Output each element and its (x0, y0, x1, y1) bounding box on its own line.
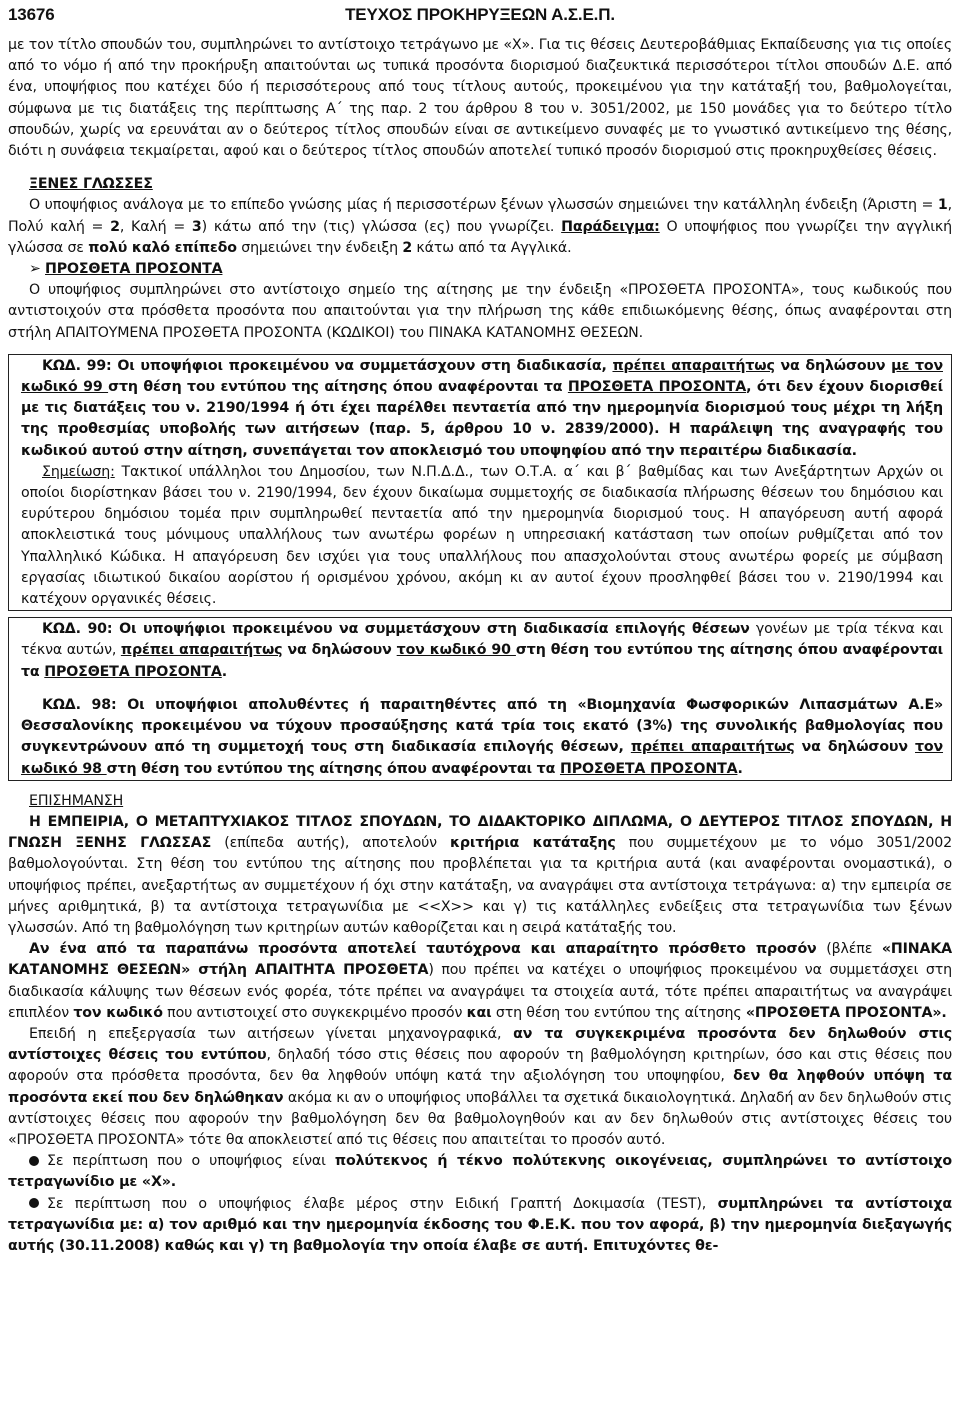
code-99-must: πρέπει απαραιτήτως (612, 357, 775, 374)
journal-title: ΤΕΥΧΟΣ ΠΡΟΚΗΡΥΞΕΩΝ Α.Σ.Ε.Π. (345, 5, 615, 24)
code-90-paragraph (21, 619, 943, 683)
code-99-paragraph (21, 356, 943, 462)
code-99-text-b: να δηλώσουν (774, 357, 892, 374)
code-99-box (8, 354, 952, 611)
languages-section (8, 174, 952, 195)
notice-p2-bold-3: τον κωδικό (73, 1004, 163, 1021)
arrow-bullet-icon: ➢ (29, 261, 41, 278)
bullet-dot-icon (29, 1198, 39, 1208)
extra-qualifications-heading-line (8, 259, 952, 280)
languages-text-1: Ο υποψήφιος ανάλογα με το επίπεδο γνώσης μίας ή περισσοτέρων ξένων γλωσσών σημειώνει την κατάλληλη ένδειξη (Άριστη = (29, 197, 938, 214)
code-98-paragraph (21, 695, 943, 780)
languages-heading: ΞΕΝΕΣ ΓΛΩΣΣΕΣ (29, 176, 153, 193)
very-good-value: 2 (110, 218, 120, 235)
code-90-must: πρέπει απαραιτήτως (120, 642, 283, 659)
code-99-text-c: στη θέση του εντύπου της αίτησης όπου αναφέρονται τα (108, 379, 568, 396)
code-98-text-a: ΚΩΔ. 98: Οι υποψήφιοι απολυθέντες ή παραιτηθέντες από τη «Βιομηχανία Φωσφορικών Λιπασμάτων Α.Ε» Θεσσαλονίκης προκειμένου να τύχουν προσαύξησης κατά τρία τοις εκατό (3%) της συνολικής βαθμολογίας που συγκεντρώνουν από τη συμμετοχή τους στη διαδικασία επιλογής θέσεων, (21, 696, 943, 756)
excellent-value: 1 (937, 197, 948, 214)
code-98-extra-link: ΠΡΟΣΘΕΤΑ ΠΡΟΣΟΝΤΑ (559, 760, 738, 777)
page-header (8, 4, 952, 30)
languages-paragraph (8, 195, 952, 259)
notice-heading: ΕΠΙΣΗΜΑΝΣΗ (29, 792, 124, 809)
notice-p2-b: ) που πρέπει να κατέχει ο υποψήφιος προκειμένου να συμμετάσχει στη διαδικασία κάλυψης των θέσεων ενός φορέα, τότε πρέπει να αναγράψει τα στοιχεία αυτά, τότε πρέπει απαραιτήτως να αναγράψει επιπλέον (8, 962, 952, 1021)
code-90-box (8, 617, 952, 780)
page-number: 13676 (8, 5, 55, 24)
page-body (8, 35, 952, 1257)
notice-p2-d: στη θέση του εντύπου της αίτησης (491, 1004, 746, 1021)
example-label: Παράδειγμα: (561, 218, 660, 235)
notice-p3-a: Επειδή η επεξεργασία των αιτήσεων γίνεται μηχανογραφικά, (29, 1025, 514, 1042)
code-98-must: πρέπει απαραιτήτως (630, 739, 795, 756)
notice-p3-bold-2: δεν θα ληφθούν υπόψη τα προσόντα εκεί που δεν δηλώθηκαν (8, 1068, 952, 1106)
code-98-text-c: στη θέση του εντύπου της αίτησης όπου αναφέρονται τα (106, 760, 560, 777)
notice-p1-a: (επίπεδα αυτής), αποτελούν (211, 835, 450, 852)
languages-text-2: , Πολύ καλή = (8, 197, 952, 235)
bullet-item-2 (8, 1194, 952, 1258)
notice-p2-bold-2: «ΠΙΝΑΚΑ ΚΑΤΑΝΟΜΗΣ ΘΕΣΕΩΝ» στήλη ΑΠΑΙΤΗΤΑ ΠΡΟΣΘΕΤΑ (8, 941, 953, 979)
bullet-2-bold: συμπληρώνει τα αντίστοιχα τετραγωνίδια με: α) τον αριθμό και την ημερομηνία έκδοσης του Φ.Ε.Κ. που τον αφορά, β) την ημερομηνία διεξαγωγής αυτής (30.11.2008) καθώς και γ) τη βαθμολογία την οποία έλαβε σε αυτή. Επιτυχόντες θε- (8, 1195, 952, 1254)
notice-p3-bold-1: αν τα συγκεκριμένα προσόντα δεν δηλωθούν στις αντίστοιχες θέσεις του εντύπου (8, 1025, 952, 1064)
notice-paragraph-2 (8, 939, 952, 1024)
notice-p1-criteria: κριτήρια κατάταξης (450, 835, 616, 852)
code-90-text-d: στη θέση του εντύπου της αίτησης όπου αναφέρονται τα (21, 642, 943, 680)
code-98-text-d: . (737, 760, 743, 777)
code-98-text-b: να δηλώσουν (794, 739, 915, 756)
extra-qualifications-heading: ΠΡΟΣΘΕΤΑ ΠΡΟΣΟΝΤΑ (45, 261, 223, 278)
notice-p2-c: που αντιστοιχεί στο συγκεκριμένο προσόν (162, 1004, 467, 1021)
notice-heading-line (8, 791, 952, 812)
languages-text-5: Ο υποψήφιος που γνωρίζει την αγγλική γλώσσα σε (8, 218, 952, 256)
languages-text-6: σημειώνει την ένδειξη (236, 239, 403, 256)
notice-p1-b: που συμμετέχουν με το νόμο 3051/2002 βαθμολογούνται. Στη θέση του εντύπου της αίτησης που προβλέπεται για τα κριτήρια αυτά (και αναφέρονται ονομαστικά), ο υποψήφιος πρέπει, ανεξαρτήτως αν συμμετέχουν ή όχι στην κατάταξη, να αναγράψει στα αντίστοιχα τετράγωνα: α) την εμπειρία σε μήνες αριθμητικά, β) τα αντίστοιχα τετραγωνίδια με <<Χ>> και γ) τις κατάλληλες ενδείξεις στα τετραγωνίδια των ξένων γλωσσών. Από τη βαθμολόγηση των κριτηρίων αυτών καθορίζεται και η σειρά κατάταξής του. (8, 835, 952, 936)
notice-paragraph-1 (8, 812, 952, 939)
code-90-extra-link: ΠΡΟΣΘΕΤΑ ΠΡΟΣΟΝΤΑ (44, 663, 222, 680)
code-99-extra-link: ΠΡΟΣΘΕΤΑ ΠΡΟΣΟΝΤΑ (567, 379, 747, 396)
note-label: Σημείωση: (42, 463, 115, 480)
notice-p2-bold-5: «ΠΡΟΣΘΕΤΑ ΠΡΟΣΟΝΤΑ». (745, 1004, 947, 1021)
notice-p2-bold-1: Αν ένα από τα παραπάνω προσόντα αποτελεί ταυτόχρονα και απαραίτητο πρόσθετο προσόν (29, 941, 817, 958)
bullet-1-text: Σε περίπτωση που ο υποψήφιος είναι (47, 1153, 335, 1170)
notice-p2-bold-4: και (466, 1004, 492, 1021)
extra-qualifications-paragraph: Ο υποψήφιος συμπληρώνει στο αντίστοιχο σημείο της αίτησης με την ένδειξη «ΠΡΟΣΘΕΤΑ ΠΡΟΣΟΝΤΑ», τους κωδικούς που αντιστοιχούν στα πρόσθετα προσόντα που απαιτούνται για την πλήρωση της κάθε επιδιωκόμενης θέσης, όπως αναφέρονται στη στήλη ΑΠΑΙΤΟΥΜΕΝΑ ΠΡΟΣΘΕΤΑ ΠΡΟΣΟΝΤΑ (ΚΩΔΙΚΟΙ) του ΠΙΝΑΚΑ ΚΑΤΑΝΟΜΗΣ ΘΕΣΕΩΝ. (8, 282, 952, 341)
languages-text-4: ) κάτω από την (τις) γλώσσα (ες) που γνωρίζει. (201, 218, 562, 235)
code-90-code: τον κωδικό 90 (396, 642, 516, 659)
languages-text-3: , Καλή = (119, 218, 192, 235)
code-99-note (21, 462, 943, 610)
notice-p2-a: (βλέπε (816, 941, 882, 958)
notice-p1-bold: Η ΕΜΠΕΙΡΙΑ, Ο ΜΕΤΑΠΤΥΧΙΑΚΟΣ ΤΙΤΛΟΣ ΣΠΟΥΔΩΝ, ΤΟ ΔΙΔΑΚΤΟΡΙΚΟ ΔΙΠΛΩΜΑ, Ο ΔΕΥΤΕΡΟΣ ΤΙΤΛΟΣ ΣΠΟΥΔΩΝ, Η ΓΝΩΣΗ ΞΕΝΗΣ ΓΛΩΣΣΑΣ (8, 813, 952, 852)
good-value: 3 (191, 218, 202, 235)
notice-paragraph-3 (8, 1024, 952, 1151)
code-99-text-a: ΚΩΔ. 99: Οι υποψήφιοι προκειμένου να συμμετάσχουν στη διαδικασία, (42, 357, 613, 374)
example-level: πολύ καλό επίπεδο (88, 239, 237, 256)
code-98-code: τον κωδικό 98 (21, 739, 944, 777)
code-90-text-b: γονέων με τρία τέκνα και τέκνα αυτών, (21, 621, 943, 659)
code-90-text-c: να δηλώσουν (282, 642, 397, 659)
bullet-item-1 (8, 1151, 952, 1193)
code-99-text-d: , ότι δεν έχουν διορισθεί με τις διατάξεις του ν. 2190/1994 ή ότι έχει παρέλθει πενταετία από την ημερομηνία διορισμού τους μέχρι τη λήξη της προθεσμίας υποβολής των αιτήσεων (παρ. 5, άρθρου 10 ν. 2839/2000). Η παράλειψη της αναγραφής του κωδικού αυτού στην αίτηση, συνεπάγεται τον αποκλεισμό του υποψηφίου από την περαιτέρω διαδικασία. (21, 379, 943, 459)
code-90-text-a: ΚΩΔ. 90: Οι υποψήφιοι προκειμένου να συμμετάσχουν στη διαδικασία επιλογής θέσεων (42, 621, 750, 638)
example-value: 2 (402, 239, 413, 256)
code-90-text-e: . (221, 663, 227, 680)
notice-p3-b: , δηλαδή τόσο στις θέσεις που αφορούν τη βαθμολόγηση κριτηρίων, όσο και στις θέσεις που αφορούν στα πρόσθετα προσόντα, δεν θα ληφθούν υπόψη κατά την αξιολόγηση του υποψηφίου, (8, 1047, 952, 1085)
code-99-code: με τον κωδικό 99 (21, 357, 943, 396)
bullet-dot-icon (29, 1156, 39, 1166)
intro-paragraph: με τον τίτλο σπουδών του, συμπληρώνει το αντίστοιχο τετράγωνο με «Χ». Για τις θέσεις Δευτεροβάθμιας Εκπαίδευσης για τις οποίες από το νόμο ή από την προκήρυξη απαιτούνται ως τυπικά προσόντα διορισμού διαζευκτικά περισσότεροι τίτλοι σπουδών Δ.Ε. από ένα, υποψήφιος που κατέχει δύο ή περισσότερους από τους τίτλους αυτούς, προκειμένου για την κατάταξή του, βαθμολογείται, σύμφωνα με τις διατάξεις της περίπτωσης Α΄ της παρ. 2 του άρθρου 8 του ν. 3051/2002, με 150 μονάδες για το δεύτερο τίτλο σπουδών, χωρίς να ερευνάται αν ο δεύτερος τίτλος σπουδών είναι σε αντικείμενο συναφές με το γνωστικό αντικείμενο της θέσης, διότι η συνάφεια τεκμαίρεται, αφού και ο δεύτερος τίτλος σπουδών αποτελεί τυπικό προσόν διορισμού στις προκηρυχθείσες θέσεις. (8, 37, 952, 160)
notice-p3-c: ακόμα κι αν ο υποψήφιος υποβάλλει τα σχετικά δικαιολογητικά. Δηλαδή αν δεν δηλωθούν στις αντίστοιχες θέσεις που αφορούν την βαθμολόγηση δεν θα βαθμολογηθούν και αν δεν δηλωθούν στις αντίστοιχες θέσεις του «ΠΡΟΣΘΕΤΑ ΠΡΟΣΟΝΤΑ» τότε θα αποκλειστεί από τις θέσεις που απαιτείται το προσόν αυτό. (8, 1089, 953, 1148)
bullet-2-text: Σε περίπτωση που ο υποψήφιος έλαβε μέρος στην Ειδική Γραπτή Δοκιμασία (TEST), (47, 1195, 718, 1212)
languages-text-7: κάτω από τα Αγγλικά. (412, 239, 572, 256)
bullet-1-bold: πολύτεκνος ή τέκνο πολύτεκνης οικογένειας, συμπληρώνει το αντίστοιχο τετραγωνίδιο με «Χ». (8, 1153, 952, 1191)
note-text: Τακτικοί υπάλληλοι του Δημοσίου, των Ν.Π.Δ.Δ., των Ο.Τ.Α. α΄ και β΄ βαθμίδας και των Ανεξάρτητων Αρχών οι οποίοι διορίστηκαν βάσει του ν. 2190/1994, δεν έχουν δικαίωμα συμμετοχής σε διαδικασία πλήρωσης θέσεων του δημόσιου και ευρύτερου δημόσιου τομέα πριν συμπληρωθεί πενταετία από την ημερομηνία διορισμού τους. Η απαγόρευση αυτή αφορά αποκλειστικά τους μόνιμους υπαλλήλους των ανωτέρω φορέων η υπηρεσιακή κατάσταση των οποίων ρυθμίζεται από τον Υπαλληλικό Κώδικα. Η απαγόρευση δεν ισχύει για τους υπαλλήλους που απασχολούνται στους ανωτέρω φορείς με σύμβαση εργασίας ιδιωτικού δικαίου αορίστου ή ορισμένου χρόνου, ακόμη κι αν αυτοί έχουν προσληφθεί βάσει του ν. 2190/1994 και κατέχουν οργανικές θέσεις. (21, 463, 943, 608)
